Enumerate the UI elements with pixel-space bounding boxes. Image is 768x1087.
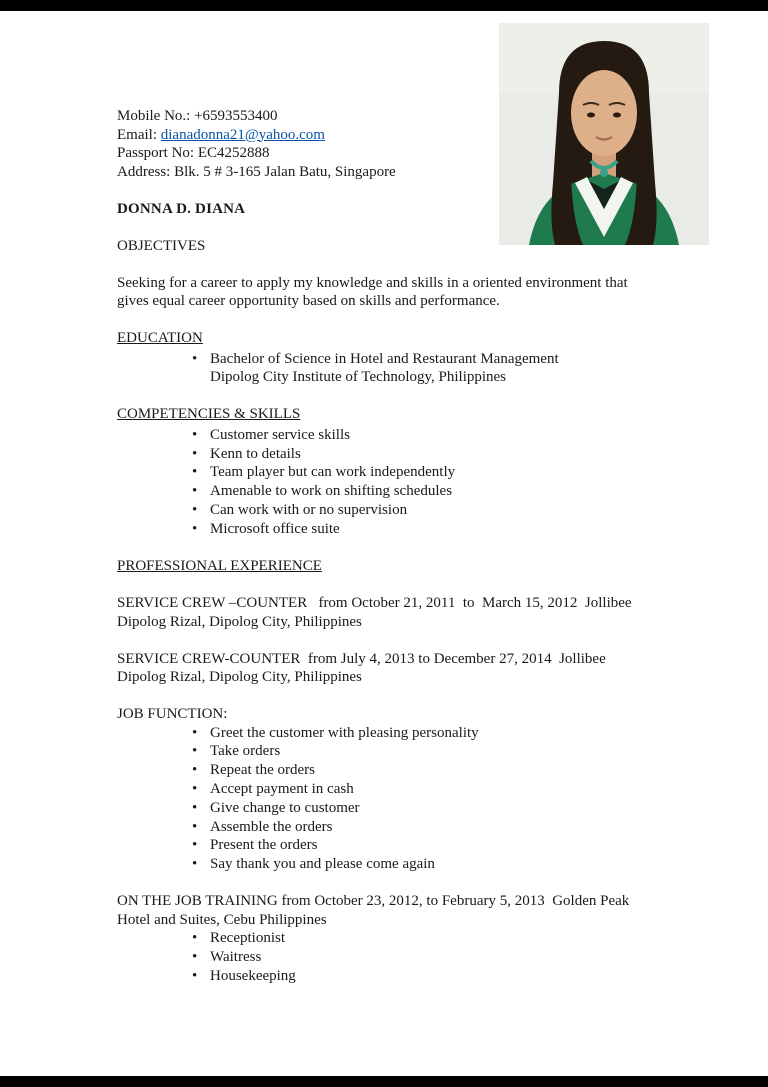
experience-job1: SERVICE CREW –COUNTER from October 21, 2011 to March 15, 2012 Jollibee Dipolog Rizal, Dipolog City, Philippines <box>117 595 636 630</box>
top-border-bar <box>0 0 768 11</box>
resume-content <box>117 107 657 1004</box>
list-item: • Microsoft office suite <box>190 520 657 539</box>
education-heading <box>117 329 657 348</box>
experience-job2: SERVICE CREW-COUNTER from July 4, 2013 to December 27, 2014 Jollibee Dipolog Rizal, Dipolog City, Philippines <box>117 650 610 686</box>
list-item: • Waitress <box>190 948 657 967</box>
skills-heading-text: COMPETENCIES & SKILLS <box>117 406 301 423</box>
list-item: • Can work with or no supervision <box>190 501 657 520</box>
address-line: Address: Blk. 5 # 3-165 Jalan Batu, Singapore <box>117 163 396 180</box>
mobile-line: Mobile No.: +6593553400 <box>117 108 278 124</box>
list-item: • Customer service skills <box>190 426 657 445</box>
list-item: • Assemble the orders <box>190 818 657 837</box>
list-item: • Take orders <box>190 742 657 761</box>
applicant-name: DONNA D. DIANA <box>117 200 246 217</box>
ojt-list <box>117 929 657 985</box>
experience-heading-text: PROFESSIONAL EXPERIENCE <box>117 558 322 575</box>
experience-heading <box>117 557 657 576</box>
education-heading-text: EDUCATION <box>117 330 203 346</box>
ojt-text: ON THE JOB TRAINING from October 23, 2012, to February 5, 2013 Golden Peak Hotel and Suites, Cebu Philippines <box>117 893 634 928</box>
list-item: • Team player but can work independently <box>190 463 657 482</box>
list-item: • Present the orders <box>190 836 657 855</box>
education-school: Dipolog City Institute of Technology, Philippines <box>210 369 507 386</box>
list-item: • Repeat the orders <box>190 761 657 780</box>
list-item: • Accept payment in cash <box>190 780 657 799</box>
bottom-border-bar <box>0 1076 768 1087</box>
spacer <box>117 181 657 200</box>
list-item: • Say thank you and please come again <box>190 855 657 874</box>
email-line <box>117 126 657 145</box>
job-function-list <box>117 724 657 874</box>
list-item: • Greet the customer with pleasing personality <box>190 724 657 743</box>
list-item: • Receptionist <box>190 929 657 948</box>
education-list <box>117 350 657 369</box>
skills-list <box>117 426 657 539</box>
list-item: • Amenable to work on shifting schedules <box>190 482 657 501</box>
job-function-heading: JOB FUNCTION: <box>117 706 228 723</box>
list-item: • Housekeeping <box>190 967 657 986</box>
email-label: Email: <box>117 126 161 143</box>
passport-line: Passport No: EC4252888 <box>117 145 270 161</box>
objectives-heading: OBJECTIVES <box>117 237 206 254</box>
list-item: • Bachelor of Science in Hotel and Restaurant Management <box>190 350 657 369</box>
email-link[interactable]: dianadonna21@yahoo.com <box>160 126 325 143</box>
list-item: • Kenn to details <box>190 445 657 464</box>
list-item: • Give change to customer <box>190 799 657 818</box>
objectives-text: Seeking for a career to apply my knowledge and skills in a oriented environment that gives equal career opportunity based on skills and performance. <box>117 274 632 309</box>
skills-heading <box>117 405 657 424</box>
